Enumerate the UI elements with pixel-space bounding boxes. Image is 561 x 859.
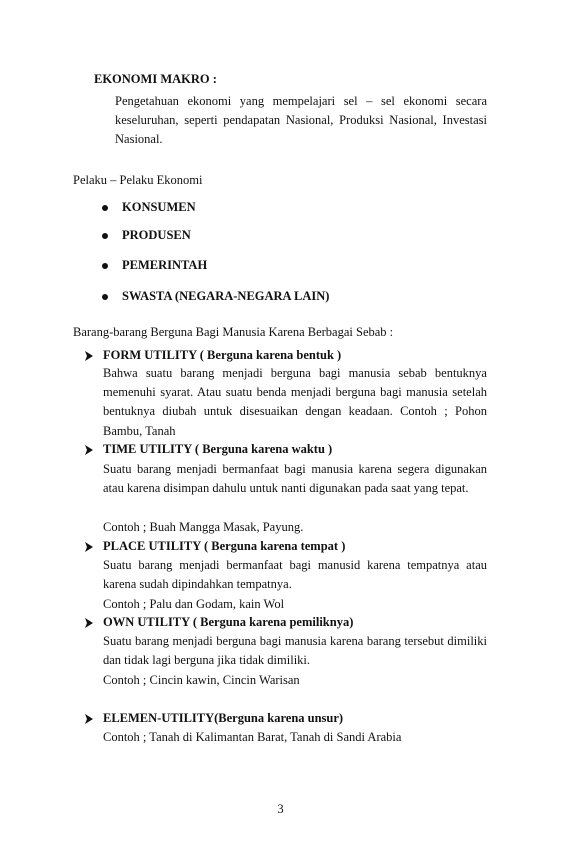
barang-intro: Barang-barang Berguna Bagi Manusia Karena Berbagai Sebab :	[73, 325, 394, 339]
pelaku-item-pemerintah: PEMERINTAH	[122, 258, 208, 272]
own-utility-heading: OWN UTILITY ( Berguna karena pemiliknya)	[103, 615, 354, 629]
time-utility-heading: TIME UTILITY ( Berguna karena waktu )	[103, 442, 333, 456]
time-utility-example: Contoh ; Buah Mangga Masak, Payung.	[103, 520, 304, 534]
form-utility-body: Bahwa suatu barang menjadi berguna bagi manusia sebab bentuknya memenuhi syarat. Atau suatu benda menjadi berguna bagi manusia setelah bentuknya diubah untuk disesuaikan dengan keadaan. Contoh ; Pohon Bambu, Tanah	[103, 366, 487, 438]
place-utility-body: Suatu barang menjadi bermanfaat bagi manusid karena tempatnya atau karena sudah dipindahkan tempatnya.	[103, 558, 487, 592]
pelaku-title: Pelaku – Pelaku Ekonomi	[73, 173, 203, 187]
pelaku-item-produsen: PRODUSEN	[122, 228, 191, 242]
elemen-utility-heading: ELEMEN-UTILITY(Berguna karena unsur)	[103, 711, 344, 725]
bullet-icon	[102, 205, 108, 211]
page-number: 3	[277, 802, 284, 816]
arrowhead-bullet-icon	[84, 541, 94, 553]
bullet-icon	[102, 263, 108, 269]
bullet-icon	[102, 294, 108, 300]
makro-definition: Pengetahuan ekonomi yang mempelajari sel – sel ekonomi secara keseluruhan, seperti pendapatan Nasional, Produksi Nasional, Investasi Nasional.	[115, 94, 487, 147]
time-utility-body: Suatu barang menjadi bermanfaat bagi manusia karena segera digunakan atau karena disimpan dahulu untuk nanti digunakan pada saat yang tepat.	[103, 462, 487, 496]
makro-heading: EKONOMI MAKRO :	[94, 72, 217, 86]
own-utility-example: Contoh ; Cincin kawin, Cincin Warisan	[103, 673, 300, 687]
pelaku-item-konsumen: KONSUMEN	[122, 200, 196, 214]
arrowhead-bullet-icon	[84, 444, 94, 456]
elemen-utility-example: Contoh ; Tanah di Kalimantan Barat, Tanah di Sandi Arabia	[103, 730, 402, 744]
bullet-icon	[102, 233, 108, 239]
place-utility-example: Contoh ; Palu dan Godam, kain Wol	[103, 597, 285, 611]
arrowhead-bullet-icon	[84, 713, 94, 725]
arrowhead-bullet-icon	[84, 350, 94, 362]
form-utility-heading: FORM UTILITY ( Berguna karena bentuk )	[103, 348, 342, 362]
pelaku-item-swasta: SWASTA (NEGARA-NEGARA LAIN)	[122, 289, 330, 303]
own-utility-body: Suatu barang menjadi berguna bagi manusia karena barang tersebut dimiliki dan tidak lagi berguna jika tidak dimiliki.	[103, 634, 487, 668]
arrowhead-bullet-icon	[84, 617, 94, 629]
place-utility-heading: PLACE UTILITY ( Berguna karena tempat )	[103, 539, 346, 553]
